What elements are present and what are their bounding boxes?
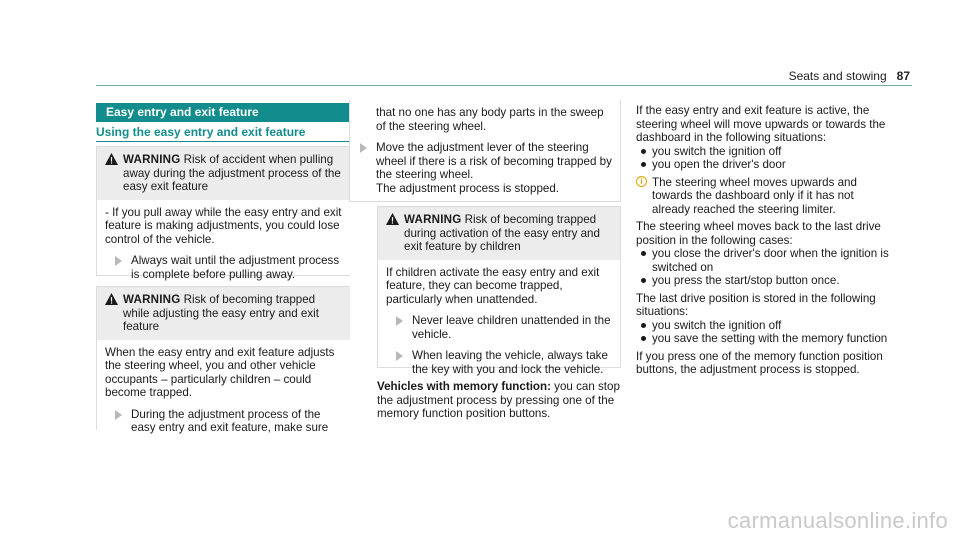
warning-triangle-icon <box>386 213 399 225</box>
page-number: 87 <box>896 69 910 83</box>
warning-triangle-icon <box>105 293 118 305</box>
info-icon: i <box>636 176 647 187</box>
list-item: you open the driver's door <box>636 158 890 172</box>
memory-function-label: Vehicles with memory function: <box>377 380 551 393</box>
warning-box-trapped <box>96 286 350 434</box>
warning-header <box>97 287 350 340</box>
warning-label: WARNING <box>123 293 181 306</box>
warning-label: WARNING <box>404 213 462 226</box>
step-text: When leaving the vehicle, always take the key with you and lock the vehicle. <box>412 349 608 376</box>
step-text: Never leave children unattended in the vehicle. <box>412 314 611 341</box>
continued-text: that no one has any body parts in the sweep of the steering wheel. <box>376 106 604 133</box>
instruction-step <box>386 349 612 376</box>
warning-box-children <box>377 206 621 376</box>
memory-function-text: you can stop the adjustment process by pressing one of the memory function position buttons. <box>377 380 620 420</box>
warning-headline: Risk of becoming trapped while adjusting the easy entry and exit feature <box>123 293 319 333</box>
step-arrow-icon <box>396 316 403 326</box>
instruction-step <box>386 314 612 341</box>
instruction-step <box>105 408 342 435</box>
bullet-dot <box>641 162 646 167</box>
list-item: you switch the ignition off <box>636 319 890 333</box>
step-arrow-icon <box>115 256 122 266</box>
warning-box-accident <box>96 146 350 281</box>
warning-label: WARNING <box>123 153 181 166</box>
paragraph-return: The steering wheel moves back to the last drive position in the following cases: <box>636 220 881 247</box>
paragraph-stopped: If you press one of the memory function position buttons, the adjustment process is stopped. <box>636 349 883 376</box>
note-text: The steering wheel moves upwards and towards the dashboard only if it has not already reached the steering limiter. <box>652 175 857 216</box>
bullet-dot <box>641 278 646 283</box>
section-title-bar: Easy entry and exit feature <box>96 103 350 122</box>
bullet-dot <box>641 323 646 328</box>
info-note <box>636 176 890 217</box>
list-item: you switch the ignition off <box>636 145 890 159</box>
step-arrow-icon <box>360 143 367 153</box>
step-result: The adjustment process is stopped. <box>376 181 560 195</box>
warning-headline: Risk of accident when pulling away during the adjustment process of the easy exit feature <box>123 153 341 193</box>
warning-text: When the easy entry and exit feature adjusts the steering wheel, you and other vehicle occupants – particularly children – could become trapped. <box>105 345 335 399</box>
step-text: During the adjustment process of the easy entry and exit feature, make sure <box>131 407 329 434</box>
warning-body <box>97 340 350 447</box>
list-item: you close the driver's door when the ignition is switched on <box>636 247 890 274</box>
subsection-title: Using the easy entry and exit feature <box>96 125 350 142</box>
warning-text: - If you pull away while the easy entry and exit feature is making adjustments, you could lose control of the vehicle. <box>105 205 342 246</box>
warning-body <box>378 260 620 389</box>
header-rule <box>96 85 912 86</box>
step-text: Move the adjustment lever of the steering wheel if there is a risk of becoming trapped by the steering wheel. <box>376 141 612 181</box>
instruction-step <box>105 254 342 281</box>
warning-headline: Risk of becoming trapped during activation of the easy entry and exit feature by children <box>404 213 600 253</box>
header-section-title: Seats and stowing <box>788 69 887 83</box>
instruction-step <box>350 141 612 195</box>
column-3-content <box>636 104 890 377</box>
bullet-dot <box>641 149 646 154</box>
list-item: you press the start/stop button once. <box>636 274 890 288</box>
warning-header <box>97 147 350 200</box>
bullet-dot <box>641 251 646 256</box>
warning-box-continued <box>349 100 621 202</box>
paragraph-stored: The last drive position is stored in the following situations: <box>636 291 876 318</box>
warning-header <box>378 207 620 260</box>
step-arrow-icon <box>115 410 122 420</box>
bullet-dot <box>641 336 646 341</box>
warning-text: If children activate the easy entry and exit feature, they can become trapped, particularly when unattended. <box>386 265 600 306</box>
running-header <box>789 70 910 84</box>
memory-function-paragraph <box>377 380 621 421</box>
intro-paragraph: If the easy entry and exit feature is active, the steering wheel will move upwards or towards the dashboard in the following situations: <box>636 104 886 144</box>
warning-triangle-icon <box>105 153 118 165</box>
step-arrow-icon <box>396 351 403 361</box>
step-text: Always wait until the adjustment process is complete before pulling away. <box>131 254 340 281</box>
watermark: carmanualsonline.info <box>727 507 948 533</box>
list-item: you save the setting with the memory function <box>636 332 890 346</box>
warning-body <box>97 200 350 294</box>
